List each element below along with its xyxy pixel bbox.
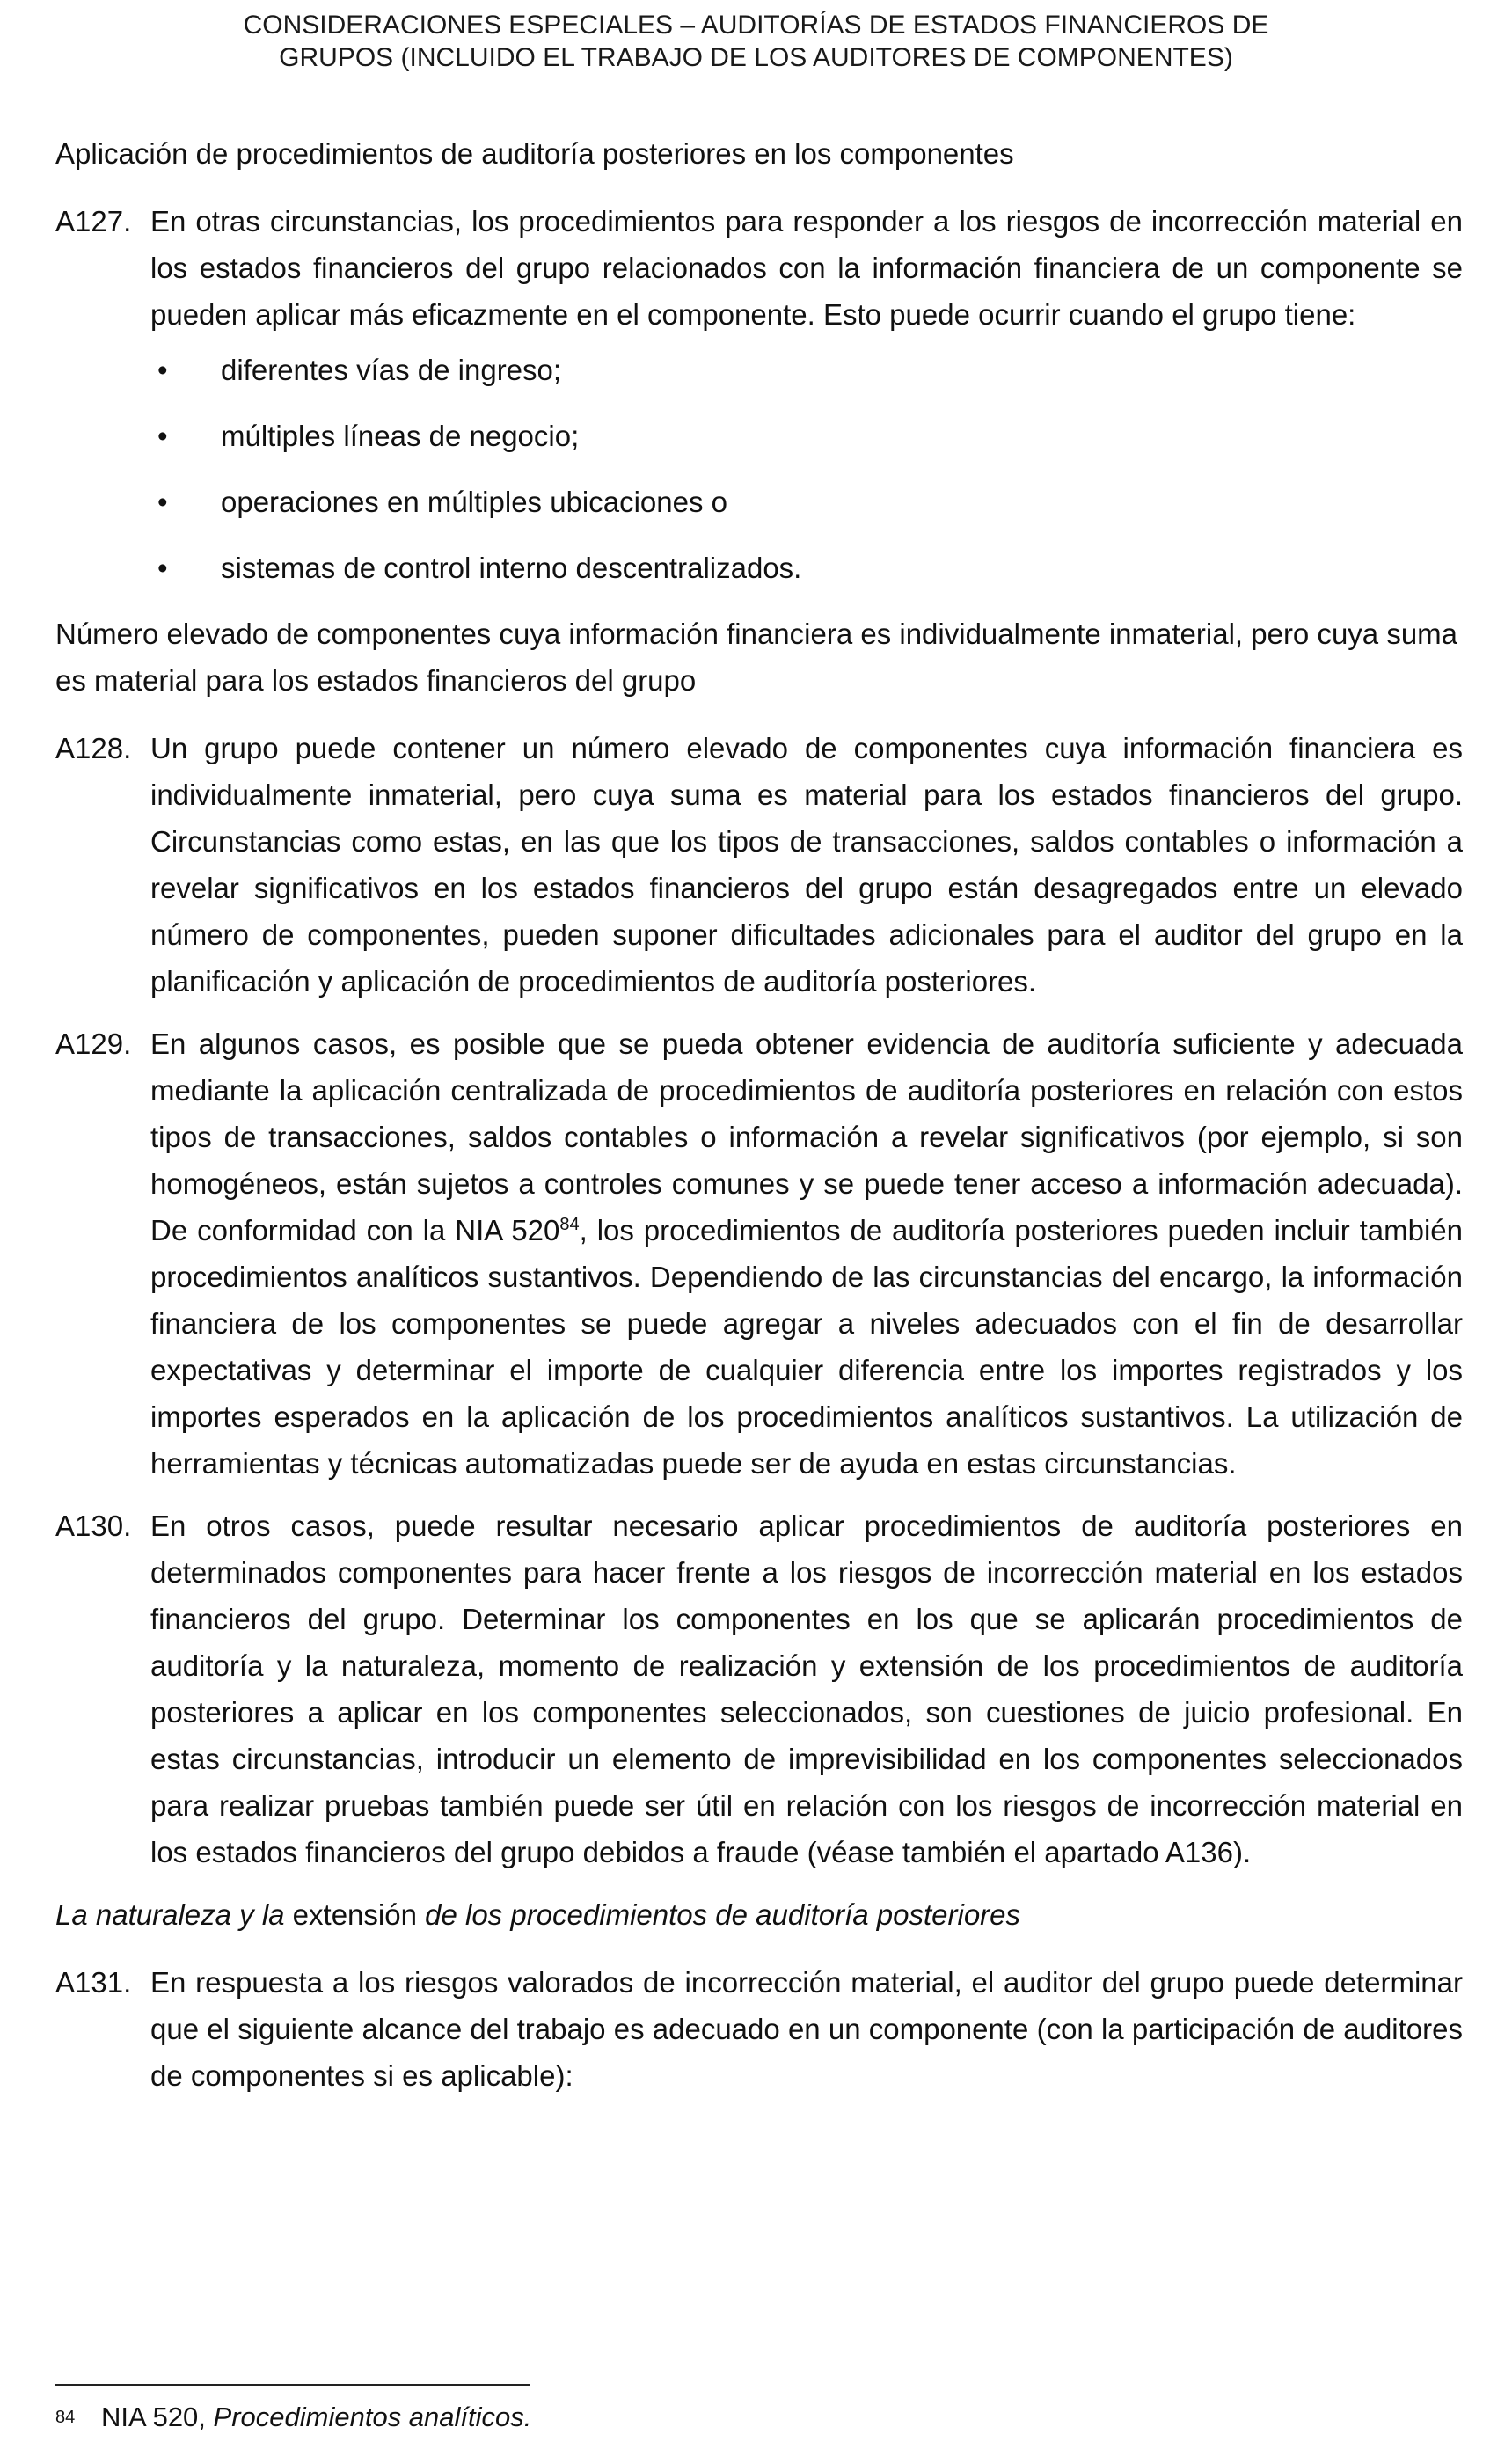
footnote-84	[55, 2400, 531, 2435]
heading-plain-part: extensión	[284, 1898, 426, 1931]
paragraph-number: A129.	[55, 1027, 132, 1060]
paragraph-a131	[55, 1959, 1463, 2099]
paragraph-a128	[55, 725, 1463, 1005]
running-header-line-1: CONSIDERACIONES ESPECIALES – AUDITORÍAS DE ESTADOS FINANCIEROS DE	[243, 11, 1269, 40]
footnote-text-plain: NIA 520,	[101, 2402, 214, 2432]
list-item	[150, 413, 1463, 459]
paragraph-text: En otras circunstancias, los procedimientos para responder a los riesgos de incorrección material en los estados financieros del grupo relacionados con la información financiera de un componente se pueden aplicar más eficazmente en el componente. Esto puede ocurrir cuando el grupo tiene:	[150, 205, 1463, 331]
section-heading-componentes-inmateriales: Número elevado de componentes cuya información financiera es individualmente inmaterial, pero cuya suma es material para los estados financieros del grupo	[55, 618, 1458, 697]
paragraph-text-part-1: En algunos casos, es posible que se pueda obtener evidencia de auditoría suficiente y adecuada mediante la aplicación centralizada de procedimientos de auditoría posteriores en relación con estos tipos de transacciones, saldos contables o información a revelar significativos (por ejemplo, si son homogéneos, están sujetos a controles comunes y se puede tener acceso a información adecuada). De conformidad con la NIA 520	[150, 1027, 1463, 1247]
section-heading-componentes: Aplicación de procedimientos de auditoría posteriores en los componentes	[55, 137, 1014, 170]
footnote-divider	[55, 2384, 530, 2386]
list-item-text: sistemas de control interno descentralizados.	[221, 552, 802, 584]
paragraph-number: A127.	[55, 205, 132, 238]
footnote-text-italic: Procedimientos analíticos.	[213, 2402, 532, 2432]
document-body	[55, 130, 1463, 2115]
paragraph-number: A130.	[55, 1510, 132, 1542]
bullet-icon: •	[157, 354, 168, 386]
paragraph-a129	[55, 1020, 1463, 1487]
paragraph-a127	[55, 198, 1463, 591]
footnote-reference[interactable]: 84	[559, 1215, 580, 1234]
paragraph-text	[150, 1020, 1463, 1487]
footnote-mark: 84	[55, 2408, 76, 2427]
running-header-line-2: GRUPOS (INCLUIDO EL TRABAJO DE LOS AUDITORES DE COMPONENTES)	[279, 43, 1233, 72]
section-heading-naturaleza-extension	[55, 1891, 1463, 1938]
bullet-icon: •	[157, 420, 168, 452]
paragraph-a130	[55, 1502, 1463, 1875]
heading-italic-part-2: de los procedimientos de auditoría posteriores	[425, 1898, 1021, 1931]
list-item	[150, 545, 1463, 591]
list-item	[150, 479, 1463, 525]
paragraph-text: Un grupo puede contener un número elevado de componentes cuya información financiera es individualmente inmaterial, pero cuya suma es material para los estados financieros del grupo. Circunstancias como estas, en las que los tipos de transacciones, saldos contables o información a revelar significativos en los estados financieros del grupo están desagregados entre un elevado número de componentes, pueden suponer dificultades adicionales para el auditor del grupo en la planificación y aplicación de procedimientos de auditoría posteriores.	[150, 732, 1463, 998]
heading-italic-part-1: La naturaleza y la	[55, 1898, 285, 1931]
list-item-text: operaciones en múltiples ubicaciones o	[221, 486, 728, 518]
paragraph-number: A128.	[55, 732, 132, 764]
bullet-icon: •	[157, 486, 168, 518]
list-item	[150, 347, 1463, 393]
paragraph-text: En otros casos, puede resultar necesario aplicar procedimientos de auditoría posteriores en determinados componentes para hacer frente a los riesgos de incorrección material en los estados financieros del grupo. Determinar los componentes en los que se aplicarán procedimientos de auditoría y la naturaleza, momento de realización y extensión de los procedimientos de auditoría posteriores a aplicar en los componentes seleccionados, son cuestiones de juicio profesional. En estas circunstancias, introducir un elemento de imprevisibilidad en los componentes seleccionados para realizar pruebas también puede ser útil en relación con los riesgos de incorrección material en los estados financieros del grupo debidos a fraude (véase también el apartado A136).	[150, 1510, 1463, 1868]
bullet-list	[150, 347, 1463, 591]
list-item-text: diferentes vías de ingreso;	[221, 354, 562, 386]
paragraph-text-part-2: , los procedimientos de auditoría posteriores pueden incluir también procedimientos analíticos sustantivos. Dependiendo de las circunstancias del encargo, la información financiera de los componentes se puede agregar a niveles adecuados con el fin de desarrollar expectativas y determinar el importe de cualquier diferencia entre los importes registrados y los importes esperados en la aplicación de los procedimientos analíticos sustantivos. La utilización de herramientas y técnicas automatizadas puede ser de ayuda en estas circunstancias.	[150, 1214, 1463, 1480]
running-header	[0, 9, 1512, 74]
paragraph-number: A131.	[55, 1966, 132, 1999]
bullet-icon: •	[157, 552, 168, 584]
paragraph-text: En respuesta a los riesgos valorados de incorrección material, el auditor del grupo puede determinar que el siguiente alcance del trabajo es adecuado en un componente (con la participación de auditores de componentes si es aplicable):	[150, 1966, 1463, 2092]
list-item-text: múltiples líneas de negocio;	[221, 420, 580, 452]
